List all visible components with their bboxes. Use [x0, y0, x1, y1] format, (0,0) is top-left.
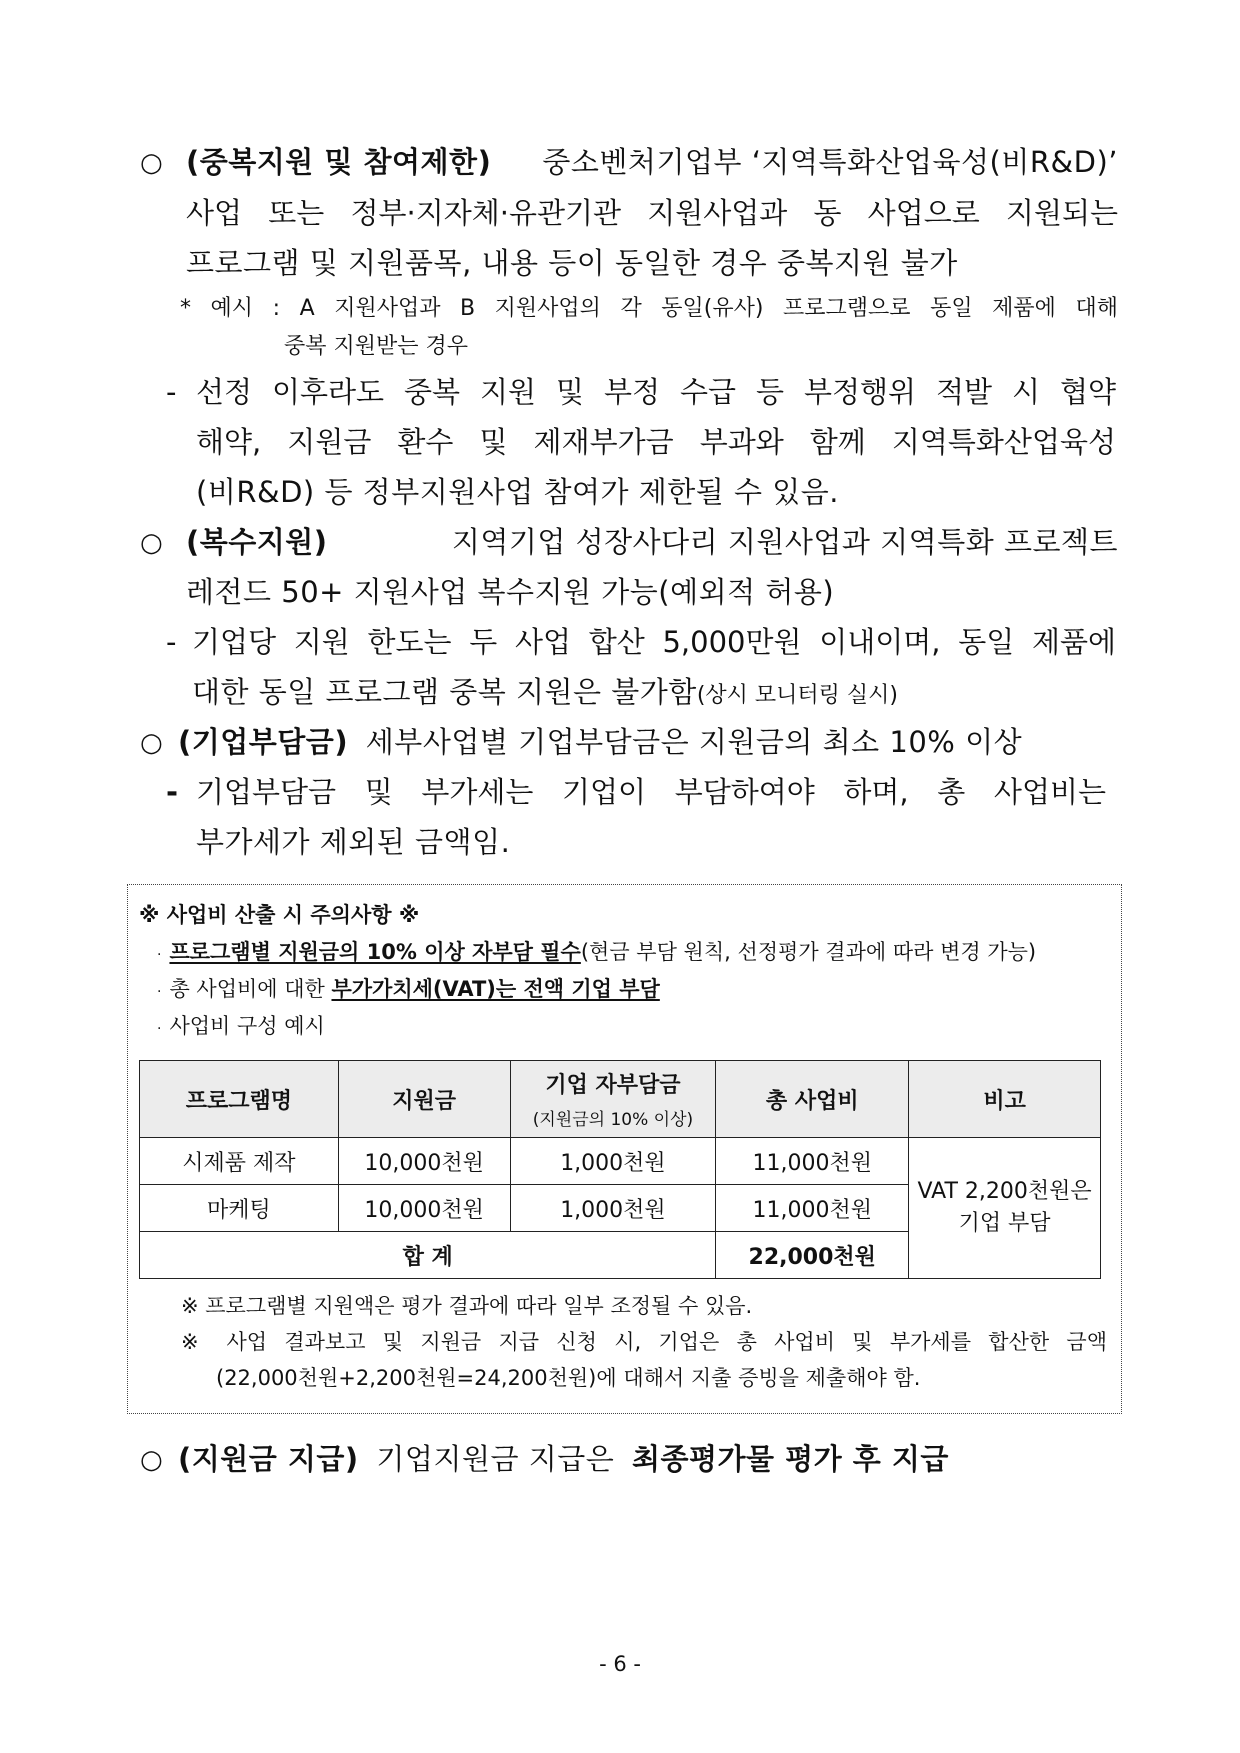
table-header: 지원금: [338, 1061, 510, 1138]
bullet-circle: ○: [140, 728, 163, 758]
section1-dash-line2: 해약, 지원금 환수 및 제재부가금 부과와 함께 지역특화산업육성: [196, 425, 1116, 459]
table-header-row: [140, 1061, 1101, 1138]
table-cell: 시제품 제작: [140, 1138, 339, 1185]
notice-item2-prefix: 총 사업비에 대한: [169, 977, 332, 1001]
section2-heading: (복수지원): [186, 525, 328, 559]
notice-item3-text: 사업비 구성 예시: [169, 1014, 325, 1038]
table-total-label: 합 계: [140, 1232, 716, 1279]
section2-dash-line1: 기업당 지원 한도는 두 사업 합산 5,000만원 이내이며, 동일 제품에: [192, 625, 1116, 659]
section4-line1-mid: 기업지원금 지급은: [376, 1442, 615, 1476]
dash-marker: -: [166, 625, 177, 659]
section3-heading: (기업부담금): [178, 725, 349, 759]
dash-marker: -: [166, 375, 177, 409]
section1-heading: (중복지원 및 참여제한): [186, 145, 492, 179]
table-header: 총 사업비: [716, 1061, 909, 1138]
bullet-circle: ○: [140, 148, 163, 178]
notice-item1-rest: (현금 부담 원칙, 선정평가 결과에 따라 변경 가능): [580, 940, 1037, 964]
section2-line2: 레전드 50+ 지원사업 복수지원 가능(예외적 허용): [186, 575, 835, 609]
notice-footnote-2-line1: ※ 사업 결과보고 및 지원금 지급 신청 시, 기업은 총 사업비 및 부가세를 합산한 금액: [181, 1330, 1107, 1354]
section2-dash-line2-main: 대한 동일 프로그램 중복 지원은 불가함: [192, 675, 697, 709]
notice-item-2: · 총 사업비에 대한 부가가치세(VAT)는 전액 기업 부담: [157, 977, 660, 1001]
notice-footnote-2-line2: (22,000천원+2,200천원=24,200천원)에 대해서 지출 증빙을 제출해야 함.: [216, 1366, 921, 1390]
section1-line3: 프로그램 및 지원품목, 내용 등이 동일한 경우 중복지원 불가: [186, 246, 958, 280]
section2-dash-line2: [192, 675, 898, 709]
table-header: [510, 1061, 716, 1138]
bullet-circle: ○: [140, 1445, 163, 1475]
table-cell: 11,000천원: [716, 1138, 909, 1185]
section1-dash-line1: 선정 이후라도 중복 지원 및 부정 수급 등 부정행위 적발 시 협약: [196, 375, 1116, 409]
page-number: - 6 -: [599, 1652, 641, 1676]
section1-line1-text: 중소벤처기업부 ‘지역특화산업육성(비R&D)’: [542, 145, 1118, 179]
section3-dash-line1: 기업부담금 및 부가세는 기업이 부담하여야 하며, 총 사업비는: [196, 775, 1106, 809]
notice-item1-underlined: 프로그램별 지원금의 10% 이상 자부담 필수: [169, 940, 581, 964]
table-note-cell: [909, 1138, 1101, 1279]
table-cell: 11,000천원: [716, 1185, 909, 1232]
table-row: [140, 1138, 1101, 1185]
section2-line1-text: 지역기업 성장사다리 지원사업과 지역특화 프로젝트: [451, 525, 1118, 559]
section4-line1: [178, 1442, 949, 1476]
notice-item2-underlined: 부가가치세(VAT)는 전액 기업 부담: [331, 977, 660, 1001]
table-header: 비고: [909, 1061, 1101, 1138]
notice-footnote-1: ※ 프로그램별 지원액은 평가 결과에 따라 일부 조정될 수 있음.: [181, 1294, 753, 1318]
section1-line2: 사업 또는 정부·지자체·유관기관 지원사업과 동 사업으로 지원되는: [186, 196, 1118, 230]
table-cell: 10,000천원: [338, 1138, 510, 1185]
section1-dash-line3: (비R&D) 등 정부지원사업 참여가 제한될 수 있음.: [196, 475, 839, 509]
section2-dash-line2-small: (상시 모니터링 실시): [696, 683, 898, 708]
table-header-sub: (지원금의 10% 이상): [532, 1110, 694, 1130]
table-header: 프로그램명: [140, 1061, 339, 1138]
section4-line1-bold: 최종평가물 평가 후 지급: [631, 1442, 949, 1476]
dash-marker: -: [166, 775, 179, 809]
notice-title: ※ 사업비 산출 시 주의사항 ※: [139, 903, 420, 927]
section3-line1: [178, 725, 1023, 759]
table-note-line1: VAT 2,200천원은: [917, 1179, 1092, 1205]
section3-dash-line2: 부가세가 제외된 금액임.: [196, 825, 511, 859]
table-header-main: 기업 자부담금: [545, 1073, 681, 1098]
table-cell: 1,000천원: [510, 1185, 716, 1232]
cost-table: [139, 1060, 1101, 1279]
table-cell: 10,000천원: [338, 1185, 510, 1232]
section1-example-line1: * 예시 : A 지원사업과 B 지원사업의 각 동일(유사) 프로그램으로 동일 제품에 대해: [180, 296, 1118, 321]
bullet-circle: ○: [140, 528, 163, 558]
section2-line1: [186, 525, 1118, 559]
section1-line1: [186, 145, 1118, 179]
notice-item-3: · 사업비 구성 예시: [157, 1014, 325, 1038]
table-total-value: 22,000천원: [716, 1232, 909, 1279]
notice-item-1: · 프로그램별 지원금의 10% 이상 자부담 필수(현금 부담 원칙, 선정평가 결과에 따라 변경 가능): [157, 940, 1037, 964]
table-cell: 마케팅: [140, 1185, 339, 1232]
section3-line1-text: 세부사업별 기업부담금은 지원금의 최소 10% 이상: [365, 725, 1023, 759]
table-note-line2: 기업 부담: [958, 1211, 1051, 1236]
table-cell: 1,000천원: [510, 1138, 716, 1185]
section4-heading: (지원금 지급): [178, 1442, 359, 1476]
section1-example-line2: 중복 지원받는 경우: [284, 334, 469, 359]
